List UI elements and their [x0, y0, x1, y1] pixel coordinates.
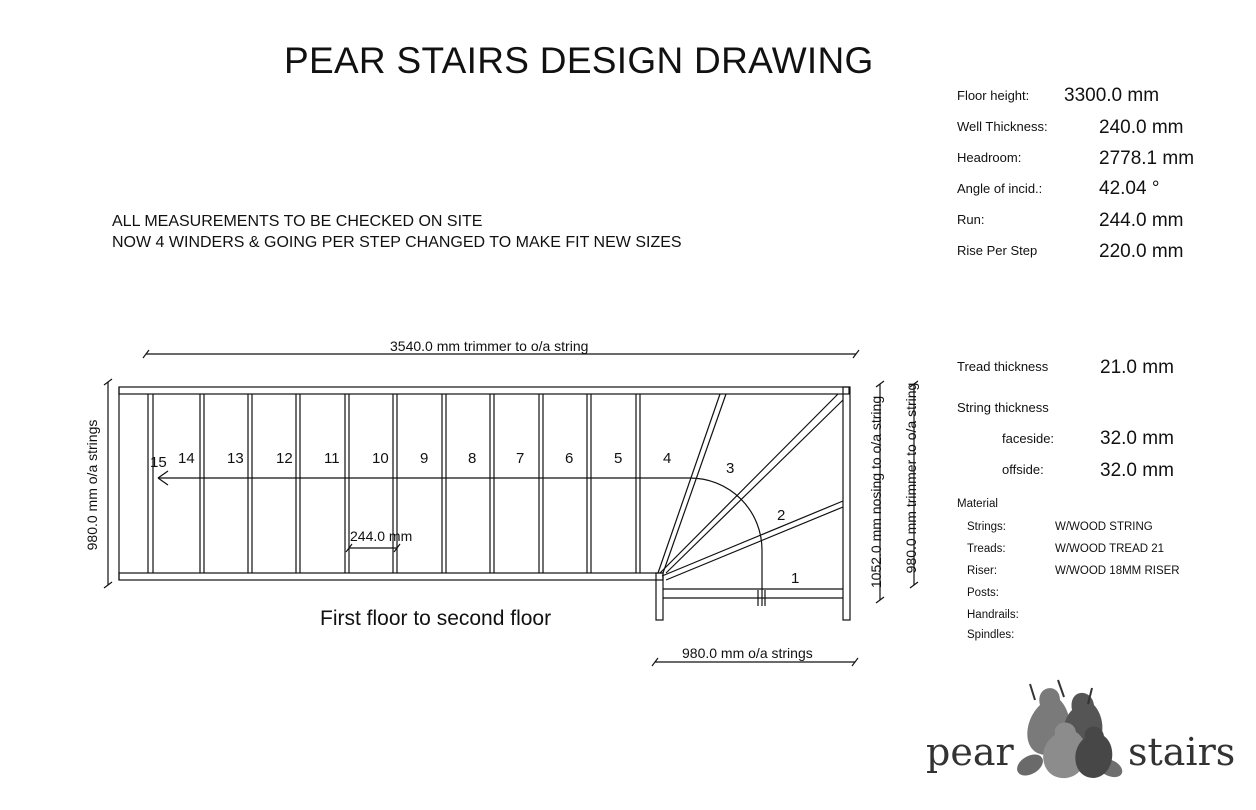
page-title: PEAR STAIRS DESIGN DRAWING: [284, 40, 874, 81]
material-treads-label: Treads:: [967, 543, 1006, 555]
offside-value: 32.0 mm: [1100, 460, 1174, 481]
top-dimension-label: 3540.0 mm trimmer to o/a string: [390, 338, 589, 354]
tread-thickness-label: Tread thickness: [957, 359, 1049, 374]
faceside-label: faceside:: [1002, 431, 1055, 446]
brand-word-right: stairs: [1128, 730, 1236, 774]
site-note-1: ALL MEASUREMENTS TO BE CHECKED ON SITE: [112, 213, 483, 230]
rise-value: 220.0 mm: [1099, 241, 1184, 262]
well-thickness-label: Well Thickness:: [957, 119, 1048, 134]
step-number: 3: [726, 460, 735, 477]
step-number: 1: [791, 570, 800, 587]
headroom-value: 2778.1 mm: [1099, 148, 1195, 169]
rise-label: Rise Per Step: [957, 243, 1038, 258]
step-number: 9: [420, 450, 429, 467]
step-number: 4: [663, 450, 672, 467]
brand-word-left: pear: [926, 730, 1014, 774]
material-handrails-label: Handrails:: [967, 609, 1019, 621]
floor-height-value: 3300.0 mm: [1064, 85, 1160, 106]
step-number: 6: [565, 450, 574, 467]
step-number: 7: [516, 450, 525, 467]
site-note-2: NOW 4 WINDERS & GOING PER STEP CHANGED TO MAKE FIT NEW SIZES: [112, 234, 682, 251]
step-number: 11: [324, 450, 340, 467]
tread-thickness-value: 21.0 mm: [1100, 357, 1174, 378]
run-label: Run:: [957, 212, 985, 227]
material-strings-label: Strings:: [967, 521, 1006, 533]
step-number: 15: [150, 454, 167, 471]
offside-label: offside:: [1002, 462, 1044, 477]
left-dimension-label: 980.0 mm o/a strings: [84, 419, 100, 551]
right-dimension-label-2: 980.0 mm trimmer to o/a string: [903, 382, 919, 574]
run-value: 244.0 mm: [1099, 210, 1184, 231]
step-number: 14: [178, 450, 195, 467]
material-posts-label: Posts:: [967, 587, 999, 599]
material-heading: Material: [957, 498, 998, 510]
faceside-value: 32.0 mm: [1100, 428, 1174, 449]
floor-height-label: Floor height:: [957, 88, 1030, 103]
bottom-dimension-label: 980.0 mm o/a strings: [682, 645, 813, 661]
step-number: 13: [227, 450, 244, 467]
step-number: 8: [468, 450, 477, 467]
material-spindles-label: Spindles:: [967, 629, 1015, 641]
step-number: 12: [276, 450, 293, 467]
step-number: 2: [777, 507, 786, 524]
drawing-caption: First floor to second floor: [320, 607, 552, 630]
well-thickness-value: 240.0 mm: [1099, 117, 1184, 138]
right-dimension-label-1: 1052.0 mm nosing to o/a string: [868, 395, 884, 589]
angle-value: 42.04 °: [1099, 178, 1160, 199]
string-thickness-label: String thickness: [957, 400, 1049, 415]
going-dimension-label: 244.0 mm: [350, 528, 413, 544]
headroom-label: Headroom:: [957, 150, 1022, 165]
material-riser-value: W/WOOD 18MM RISER: [1055, 565, 1180, 577]
material-riser-label: Riser:: [967, 565, 998, 577]
step-number: 5: [614, 450, 623, 467]
material-treads-value: W/WOOD TREAD 21: [1055, 543, 1165, 555]
material-strings-value: W/WOOD STRING: [1055, 521, 1153, 533]
step-number: 10: [372, 450, 389, 467]
angle-label: Angle of incid.:: [957, 181, 1043, 196]
